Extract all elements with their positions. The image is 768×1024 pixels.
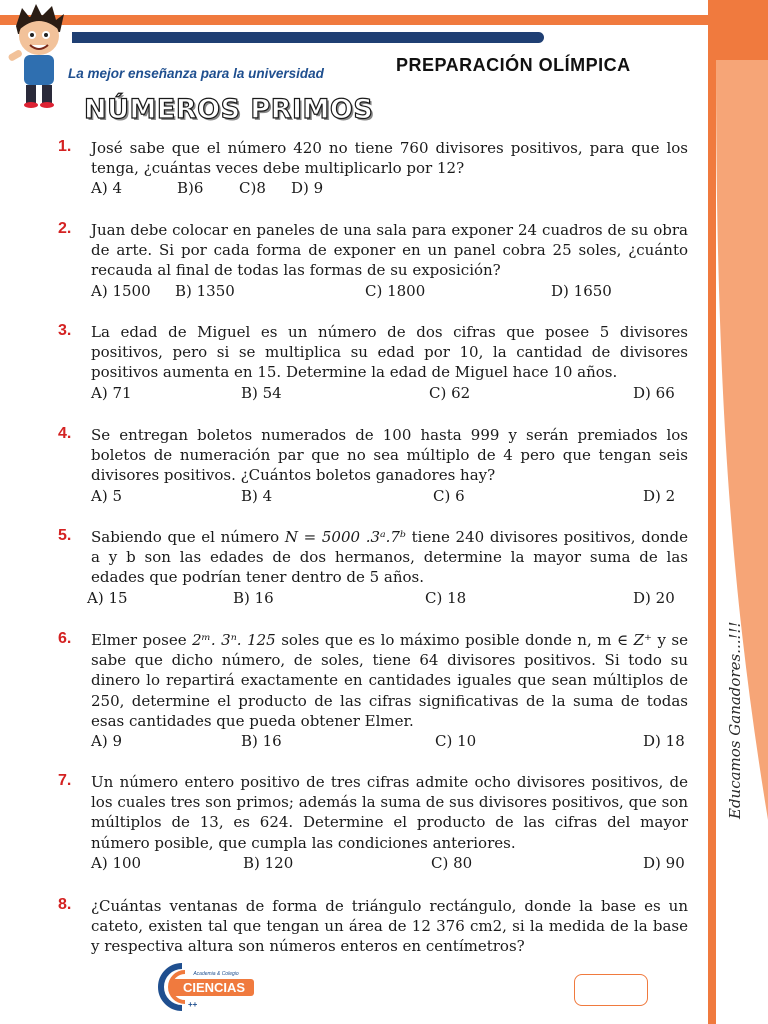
option-a: A) 4 [91, 179, 122, 198]
problem-text [91, 527, 688, 588]
option-a: A) 9 [91, 732, 122, 751]
problem-6 [58, 630, 688, 752]
problem-options [91, 178, 688, 199]
header-section-title: PREPARACIÓN OLÍMPICA [396, 55, 631, 75]
problem-2 [58, 220, 688, 302]
problem-options [91, 853, 688, 874]
option-a: A) 100 [91, 853, 142, 872]
side-band-slogan: Educamos Ganadores...!!! [726, 621, 744, 819]
problem-text: Juan debe colocar en paneles de una sala para exponer 24 cuadros de su obra de arte. Si por cada forma de exponer en un panel cobra 25 soles, ¿cuánto recauda al final de todas las formas de su exposición? [91, 221, 688, 280]
option-c: C) 1800 [365, 281, 426, 300]
option-d: D) 18 [643, 732, 685, 751]
problem-number: 8. [58, 896, 72, 913]
problem-3 [58, 322, 688, 404]
math-expression: 2ᵐ. 3ⁿ. 125 [192, 631, 276, 649]
problem-number: 4. [58, 425, 72, 442]
problem-text-part: Sabiendo que el número [91, 528, 285, 546]
problem-text: La edad de Miguel es un número de dos cifras que posee 5 divisores positivos, pero si se multiplica su edad por 10, la cantidad de divisores positivos aumenta en 15. Determine la edad de Miguel hace 10 años. [91, 323, 688, 382]
option-d: D) 66 [633, 383, 675, 402]
problem-number: 7. [58, 772, 72, 789]
problem-options [91, 731, 688, 752]
problem-text: José sabe que el número 420 no tiene 760 divisores positivos, para que los tenga, ¿cuántas veces debe multiplicarlo por 12? [91, 139, 688, 178]
problem-options [91, 383, 688, 404]
header-tagline: La mejor enseñanza para la universidad [68, 66, 324, 81]
svg-text:++: ++ [188, 1000, 198, 1009]
option-b: B)6 [177, 179, 204, 198]
ciencias-logo [158, 962, 262, 1012]
option-a: A) 15 [87, 588, 128, 607]
option-d: D) 1650 [551, 281, 612, 300]
option-c: C) 62 [429, 383, 471, 402]
problem-number: 2. [58, 220, 72, 237]
page-title: NÚMEROS PRIMOS [84, 94, 374, 125]
option-b: B) 16 [241, 732, 282, 751]
problem-number: 3. [58, 322, 72, 339]
problem-text-part: y se sabe que dicho número, de soles, tiene 64 divisores positivos. Si todo su dinero lo repartirá exactamente en cantidades iguales que sean múltiplos de 250, determine el producto de las cifras significativas de la suma de todas esas cantidades que pueda obtener Elmer. [91, 631, 689, 730]
problem-text: ¿Cuántas ventanas de forma de triángulo rectángulo, donde la base es un cateto, existen tal que tengan un área de 12 376 cm2, si la medida de la base y respectiva altura son números enteros en centímetros? [91, 897, 688, 956]
option-d: D) 20 [633, 588, 675, 607]
problem-1 [58, 138, 688, 199]
problem-number: 5. [58, 527, 72, 544]
problem-number: 1. [58, 138, 72, 155]
option-b: B) 54 [241, 383, 282, 402]
header-orange-bar [0, 15, 710, 25]
option-b: B) 16 [233, 588, 274, 607]
page-number-box [574, 974, 648, 1006]
problem-text: Un número entero positivo de tres cifras admite ocho divisores positivos, de los cuales tres son primos; además la suma de sus divisores positivos, que son múltiplos de 13, es 624. Determine el producto de las cifras del mayor número posible, que cumpla las condiciones anteriores. [91, 773, 688, 852]
option-c: C) 10 [435, 732, 477, 751]
side-band-curve [712, 0, 768, 1024]
problem-5 [58, 527, 688, 609]
problem-7 [58, 772, 688, 874]
option-d: D) 2 [643, 486, 676, 505]
option-a: A) 5 [91, 486, 122, 505]
problem-text-part: soles que es lo máximo posible donde n, m ∈ [275, 631, 634, 649]
header-blue-bar [72, 32, 544, 43]
math-expression: Z⁺ [633, 631, 652, 649]
option-b: B) 1350 [175, 281, 235, 300]
logo-text: CIENCIAS [182, 980, 246, 995]
option-c: C) 80 [431, 853, 473, 872]
option-d: D) 90 [643, 853, 685, 872]
problem-8 [58, 896, 688, 957]
problem-4 [58, 425, 688, 507]
problem-text-part: tiene 240 divisores positivos, donde a y b son las edades de dos hermanos, determine la mayor suma de las edades que podrían tener dentro de 5 años. [91, 528, 688, 587]
logo-small-text: Academia & Colegio [193, 971, 239, 977]
problem-options [91, 486, 688, 507]
problem-text [91, 630, 688, 731]
option-c: C) 6 [433, 486, 465, 505]
mascot-icon [2, 2, 74, 110]
option-a: A) 1500 [91, 281, 151, 300]
problem-number: 6. [58, 630, 72, 647]
problem-text-part: Elmer posee [91, 631, 193, 649]
problem-options [91, 281, 688, 302]
problem-text: Se entregan boletos numerados de 100 hasta 999 y serán premiados los boletos de numeración par que no sea múltiplo de 4 pero que tengan seis divisores positivos. ¿Cuántos boletos ganadores hay? [91, 426, 688, 485]
option-a: A) 71 [91, 383, 132, 402]
option-d: D) 9 [291, 179, 324, 198]
option-c: C)8 [239, 179, 266, 198]
option-c: C) 18 [425, 588, 467, 607]
math-expression: N = 5000 .3ᵃ.7ᵇ [284, 528, 406, 546]
problem-options [87, 588, 688, 609]
option-b: B) 120 [243, 853, 294, 872]
option-b: B) 4 [241, 486, 273, 505]
